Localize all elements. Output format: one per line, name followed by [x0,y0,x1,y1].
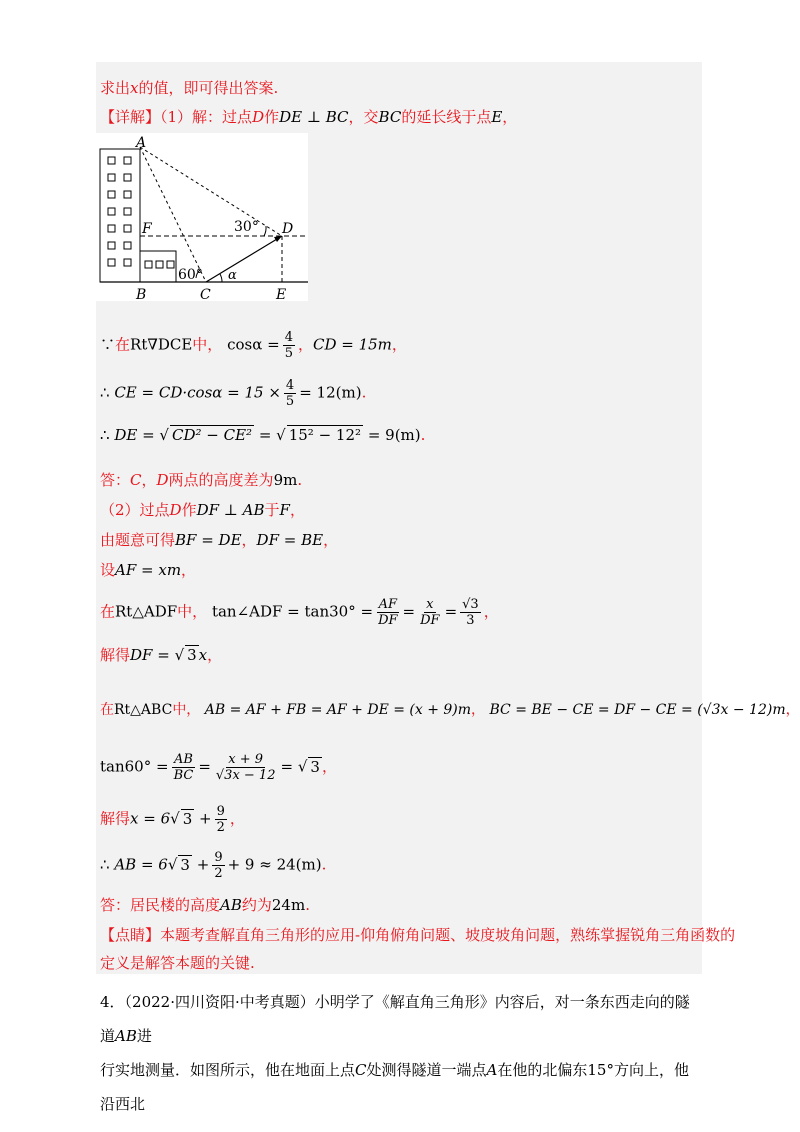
step-tan30: 在Rt△ADF中， tan∠ADF = tan30° = $\frac{AF}{DF}$ = $\frac{x}{DF}$ = $\frac{√3}{3}$ ， [100,597,499,628]
angle-30-label: 30° [234,219,259,235]
answer-1: 答：C，D两点的高度差为9m. [100,471,303,489]
slope-CD [206,236,282,282]
building-slope-diagram [96,133,308,301]
comment-line-2: 定义是解答本题的关键. [100,954,255,972]
label-B: B [136,287,147,301]
part-2-line: （2）过点D作DF ⊥ AB于F， [100,501,305,519]
step-DE: ∴ DE = √ CD² − CE² = √ 15² − 12² = 9(m). [100,426,426,444]
step-solve-x: 解得x = 6√ 3 + $\frac{9}{2}$ ， [100,804,245,835]
label-E: E [276,287,287,301]
step-AB-BC: 在Rt△ABC中， AB = AF + FB = AF + DE = (x + 9)m， BC = BE − CE = DF − CE = (√3x − 12)m， [100,702,800,718]
step-equal: 由题意可得BF = DE，DF = BE， [100,531,339,549]
label-A: A [136,135,147,151]
step-DF: 解得DF = √ 3 x， [100,646,223,664]
building-outline [100,149,140,282]
solution-intro-line: 求出x的值，即可得出答案. [100,79,279,97]
label-D: D [282,221,294,237]
building-windows [108,157,131,266]
step-CE: ∴ CE = CD·cosα = 15 × $\frac{4}{5}$ = 12(m). [100,378,367,409]
label-C: C [200,287,211,301]
detail-tag: 【详解】 [100,108,161,126]
question-4 [100,985,700,1121]
step-tan60: tan60° = $\frac{AB}{BC}$ = $\frac{x + 9}{√3x - 12}$ = √ 3 ， [100,752,337,783]
question-4-line-2: 行实地测量．如图所示，他在地面上点C处测得隧道一端点A在他的北偏东15°方向上，他沿西北 [100,1061,689,1113]
step-AB-result: ∴ AB = 6√ 3 + $\frac{9}{2}$ + 9 ≈ 24(m). [100,850,327,881]
comment-line-1: 【点睛】本题考查解直角三角形的应用-仰角俯角问题、坡度坡角问题，熟练掌握锐角三角函数的 [100,926,736,944]
step-cos: ∵在Rt∇DCE中， cosα = $\frac{4}{5}$ ，CD = 15m， [100,330,407,361]
detail-line: 【详解】（1）解：过点D作DE ⊥ BC，交BC的延长线于点E， [100,108,518,126]
question-4-line-1: 4．（2022·四川资阳·中考真题）小明学了《解直角三角形》内容后，对一条东西走向的隧道AB进 [100,993,690,1045]
angle-alpha-label: α [228,268,237,283]
label-F: F [142,221,152,237]
angle-60-label: 60° [178,267,203,283]
geometry-figure [96,133,308,301]
step-assume: 设AF = xm， [100,561,197,579]
comment-tag: 【点睛】 [100,926,161,944]
answer-2: 答：居民楼的高度AB约为24m. [100,896,310,914]
